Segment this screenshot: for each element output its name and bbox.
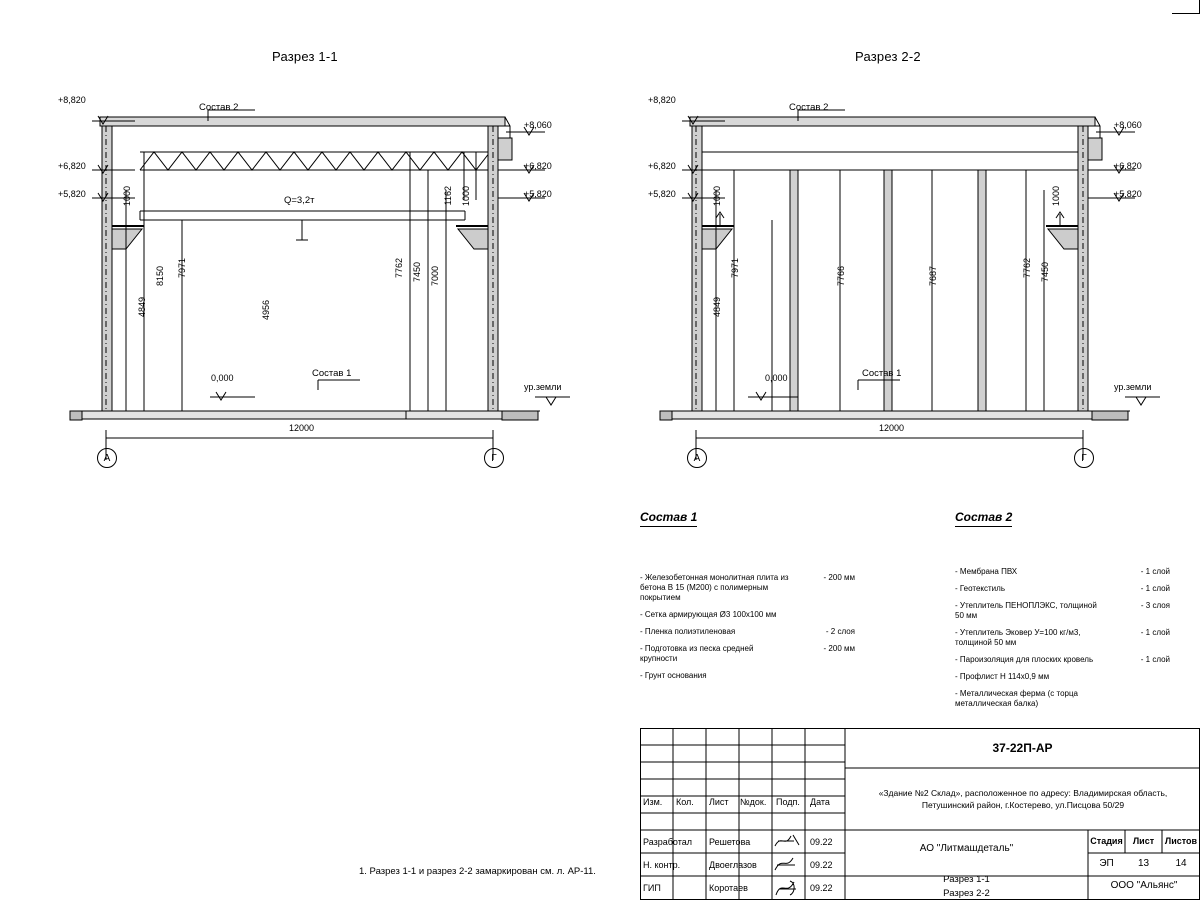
composition-2-item-text: - Профлист Н 114х0,9 мм bbox=[955, 672, 1050, 681]
s1-callout-sostav-1: Состав 1 bbox=[312, 368, 352, 379]
composition-2-item-text: - Металлическая ферма (с торца металлическая балка) bbox=[955, 689, 1078, 708]
s2-callout-sostav-2: Состав 2 bbox=[789, 102, 829, 113]
composition-1-item-text: - Подготовка из песка средней крупности bbox=[640, 644, 754, 663]
composition-2-item bbox=[955, 655, 1170, 665]
s2-level-right-2: +6,820 bbox=[1114, 161, 1142, 171]
s2-axis-a: А bbox=[687, 448, 707, 468]
composition-1-title: Состав 1 bbox=[640, 510, 697, 527]
s1-axis-a: А bbox=[97, 448, 117, 468]
composition-2-item-value: - 1 слой bbox=[1140, 567, 1170, 576]
composition-1-item bbox=[640, 627, 855, 637]
tb-sheet-name-line2: Разрез 2-2 bbox=[943, 888, 990, 899]
s1-callout-sostav-2: Состав 2 bbox=[199, 102, 239, 113]
section-2-2-title: Разрез 2-2 bbox=[855, 49, 921, 64]
tb-row-name-0: Решетова bbox=[709, 837, 751, 847]
s1-dim-1000b: 1000 bbox=[461, 186, 471, 207]
tb-sheet-header: Лист bbox=[1132, 836, 1155, 846]
composition-2-item-value: - 1 слой bbox=[1140, 584, 1170, 593]
section-1-1-drawing bbox=[40, 90, 610, 480]
s1-crane-label: Q=3,2т bbox=[284, 195, 315, 206]
s2-dim-7450: 7450 bbox=[1040, 262, 1050, 283]
composition-1-item-value: - 2 слоя bbox=[825, 627, 855, 636]
title-block bbox=[640, 728, 1200, 900]
tb-object: «Здание №2 Склад», расположенное по адресу: Владимирская область, Петушинский район, г.Костерево, ул.Писцова 50/29 bbox=[878, 788, 1168, 810]
tb-stage-value: ЭП bbox=[1099, 858, 1114, 869]
s1-ground-label: ур.земли bbox=[524, 382, 562, 392]
section-1-1-title: Разрез 1-1 bbox=[272, 49, 338, 64]
tb-designer-org: ООО "Альянс" bbox=[1110, 880, 1178, 891]
sheet-border-corner bbox=[1172, 0, 1200, 14]
composition-2-item-text: - Утеплитель ПЕНОПЛЭКС, толщиной 50 мм bbox=[955, 601, 1097, 620]
s2-dim-1000a: 1000 bbox=[712, 186, 722, 207]
composition-2-item-text: - Пароизоляция для плоских кровель bbox=[955, 655, 1094, 664]
tb-col-list: Лист bbox=[709, 797, 729, 807]
tb-row-name-2: Коротаев bbox=[709, 883, 748, 893]
s2-level-left-1: +8,820 bbox=[648, 95, 676, 105]
s2-span-dim: 12000 bbox=[879, 423, 905, 433]
composition-1-item bbox=[640, 610, 855, 620]
tb-col-izm: Изм. bbox=[643, 797, 663, 807]
tb-col-data: Дата bbox=[810, 797, 830, 807]
composition-1-item-text: - Пленка полиэтиленовая bbox=[640, 627, 736, 636]
s2-callout-sostav-1: Состав 1 bbox=[862, 368, 902, 379]
tb-code: 37-22П-АР bbox=[992, 741, 1053, 755]
tb-sheet-value: 13 bbox=[1137, 858, 1150, 869]
section-2-2-drawing bbox=[630, 90, 1200, 480]
s1-dim-7971: 7971 bbox=[177, 258, 187, 279]
tb-row-date-0: 09.22 bbox=[810, 837, 833, 847]
s2-dim-1000b: 1000 bbox=[1051, 186, 1061, 207]
signature-mark bbox=[773, 855, 803, 873]
composition-1-item-text: - Грунт основания bbox=[640, 671, 707, 680]
tb-row-name-1: Двоеглазов bbox=[709, 860, 757, 870]
s2-ground-label: ур.земли bbox=[1114, 382, 1152, 392]
s1-dim-4956: 4956 bbox=[261, 300, 271, 321]
s2-level-zero: 0,000 bbox=[765, 373, 788, 383]
tb-row-date-2: 09.22 bbox=[810, 883, 833, 893]
s1-level-zero: 0,000 bbox=[211, 373, 234, 383]
s1-dim-4849: 4849 bbox=[137, 297, 147, 318]
s2-level-left-3: +5,820 bbox=[648, 189, 676, 199]
composition-1 bbox=[640, 508, 855, 688]
composition-2-item-value: - 3 слоя bbox=[1140, 601, 1170, 610]
composition-2-item bbox=[955, 689, 1170, 709]
s1-span-dim: 12000 bbox=[289, 423, 315, 433]
composition-2-item-text: - Геотекстиль bbox=[955, 584, 1005, 593]
tb-stage-header: Стадия bbox=[1090, 836, 1123, 846]
tb-row-role-1: Н. контр. bbox=[643, 860, 681, 870]
tb-row-role-0: Разработал bbox=[643, 837, 692, 847]
s2-dim-7762: 7762 bbox=[1022, 258, 1032, 279]
tb-sheets-value: 14 bbox=[1175, 858, 1187, 869]
tb-customer: АО "Литмашдеталь" bbox=[919, 843, 1014, 854]
s1-dim-1162: 1162 bbox=[443, 186, 453, 206]
composition-2-title: Состав 2 bbox=[955, 510, 1012, 527]
s2-axis-g: Г bbox=[1074, 448, 1094, 468]
composition-2-item-text: - Утеплитель Эковер У=100 кг/м3, толщиной 50 мм bbox=[955, 628, 1081, 647]
s2-level-left-2: +6,820 bbox=[648, 161, 676, 171]
s1-level-left-2: +6,820 bbox=[58, 161, 86, 171]
s2-dim-7687: 7687 bbox=[928, 266, 938, 287]
s1-dim-7762: 7762 bbox=[394, 258, 404, 279]
s1-dim-7450: 7450 bbox=[412, 262, 422, 283]
drawing-note: 1. Разрез 1-1 и разрез 2-2 замаркирован см. л. АР-11. bbox=[359, 866, 596, 877]
s1-dim-1000a: 1000 bbox=[122, 186, 132, 207]
s2-dim-4849: 4849 bbox=[712, 297, 722, 318]
tb-sheets-header: Листов bbox=[1164, 836, 1198, 846]
tb-row-role-2: ГИП bbox=[643, 883, 661, 893]
s1-level-right-3: +5,820 bbox=[524, 189, 552, 199]
composition-2-item bbox=[955, 567, 1170, 577]
composition-1-item-text: - Сетка армирующая Ø3 100х100 мм bbox=[640, 610, 777, 619]
composition-1-item-value: - 200 мм bbox=[823, 644, 855, 653]
tb-col-kol: Кол. bbox=[676, 797, 694, 807]
s1-level-right-1: +8,060 bbox=[524, 120, 552, 130]
composition-1-item bbox=[640, 671, 855, 681]
composition-1-item bbox=[640, 573, 855, 603]
composition-1-item-value: - 200 мм bbox=[823, 573, 855, 582]
s2-dim-7766: 7766 bbox=[836, 266, 846, 287]
s2-level-right-1: +8,060 bbox=[1114, 120, 1142, 130]
composition-2-item bbox=[955, 584, 1170, 594]
s1-level-left-1: +8,820 bbox=[58, 95, 86, 105]
composition-1-item bbox=[640, 644, 855, 664]
composition-2-item bbox=[955, 672, 1170, 682]
tb-row-date-1: 09.22 bbox=[810, 860, 833, 870]
s1-level-right-2: +6,820 bbox=[524, 161, 552, 171]
tb-sheet-name-line1: Разрез 1-1 bbox=[943, 874, 990, 885]
s1-dim-7000: 7000 bbox=[430, 266, 440, 287]
composition-2 bbox=[955, 508, 1170, 716]
signature-mark bbox=[773, 878, 803, 898]
composition-2-item-value: - 1 слой bbox=[1140, 628, 1170, 637]
s1-axis-g: Г bbox=[484, 448, 504, 468]
composition-2-item-value: - 1 слой bbox=[1140, 655, 1170, 664]
signature-mark bbox=[773, 832, 803, 850]
s2-dim-7971: 7971 bbox=[730, 258, 740, 279]
tb-col-ndok: №док. bbox=[740, 797, 767, 807]
composition-2-item bbox=[955, 628, 1170, 648]
s1-dim-8150: 8150 bbox=[155, 266, 165, 287]
composition-2-item-text: - Мембрана ПВХ bbox=[955, 567, 1018, 576]
s2-level-right-3: +5,820 bbox=[1114, 189, 1142, 199]
composition-1-item-text: - Железобетонная монолитная плита из бетона В 15 (М200) с полимерным покрытием bbox=[640, 573, 789, 602]
composition-2-item bbox=[955, 601, 1170, 621]
tb-col-podp: Подп. bbox=[776, 797, 800, 807]
s1-level-left-3: +5,820 bbox=[58, 189, 86, 199]
